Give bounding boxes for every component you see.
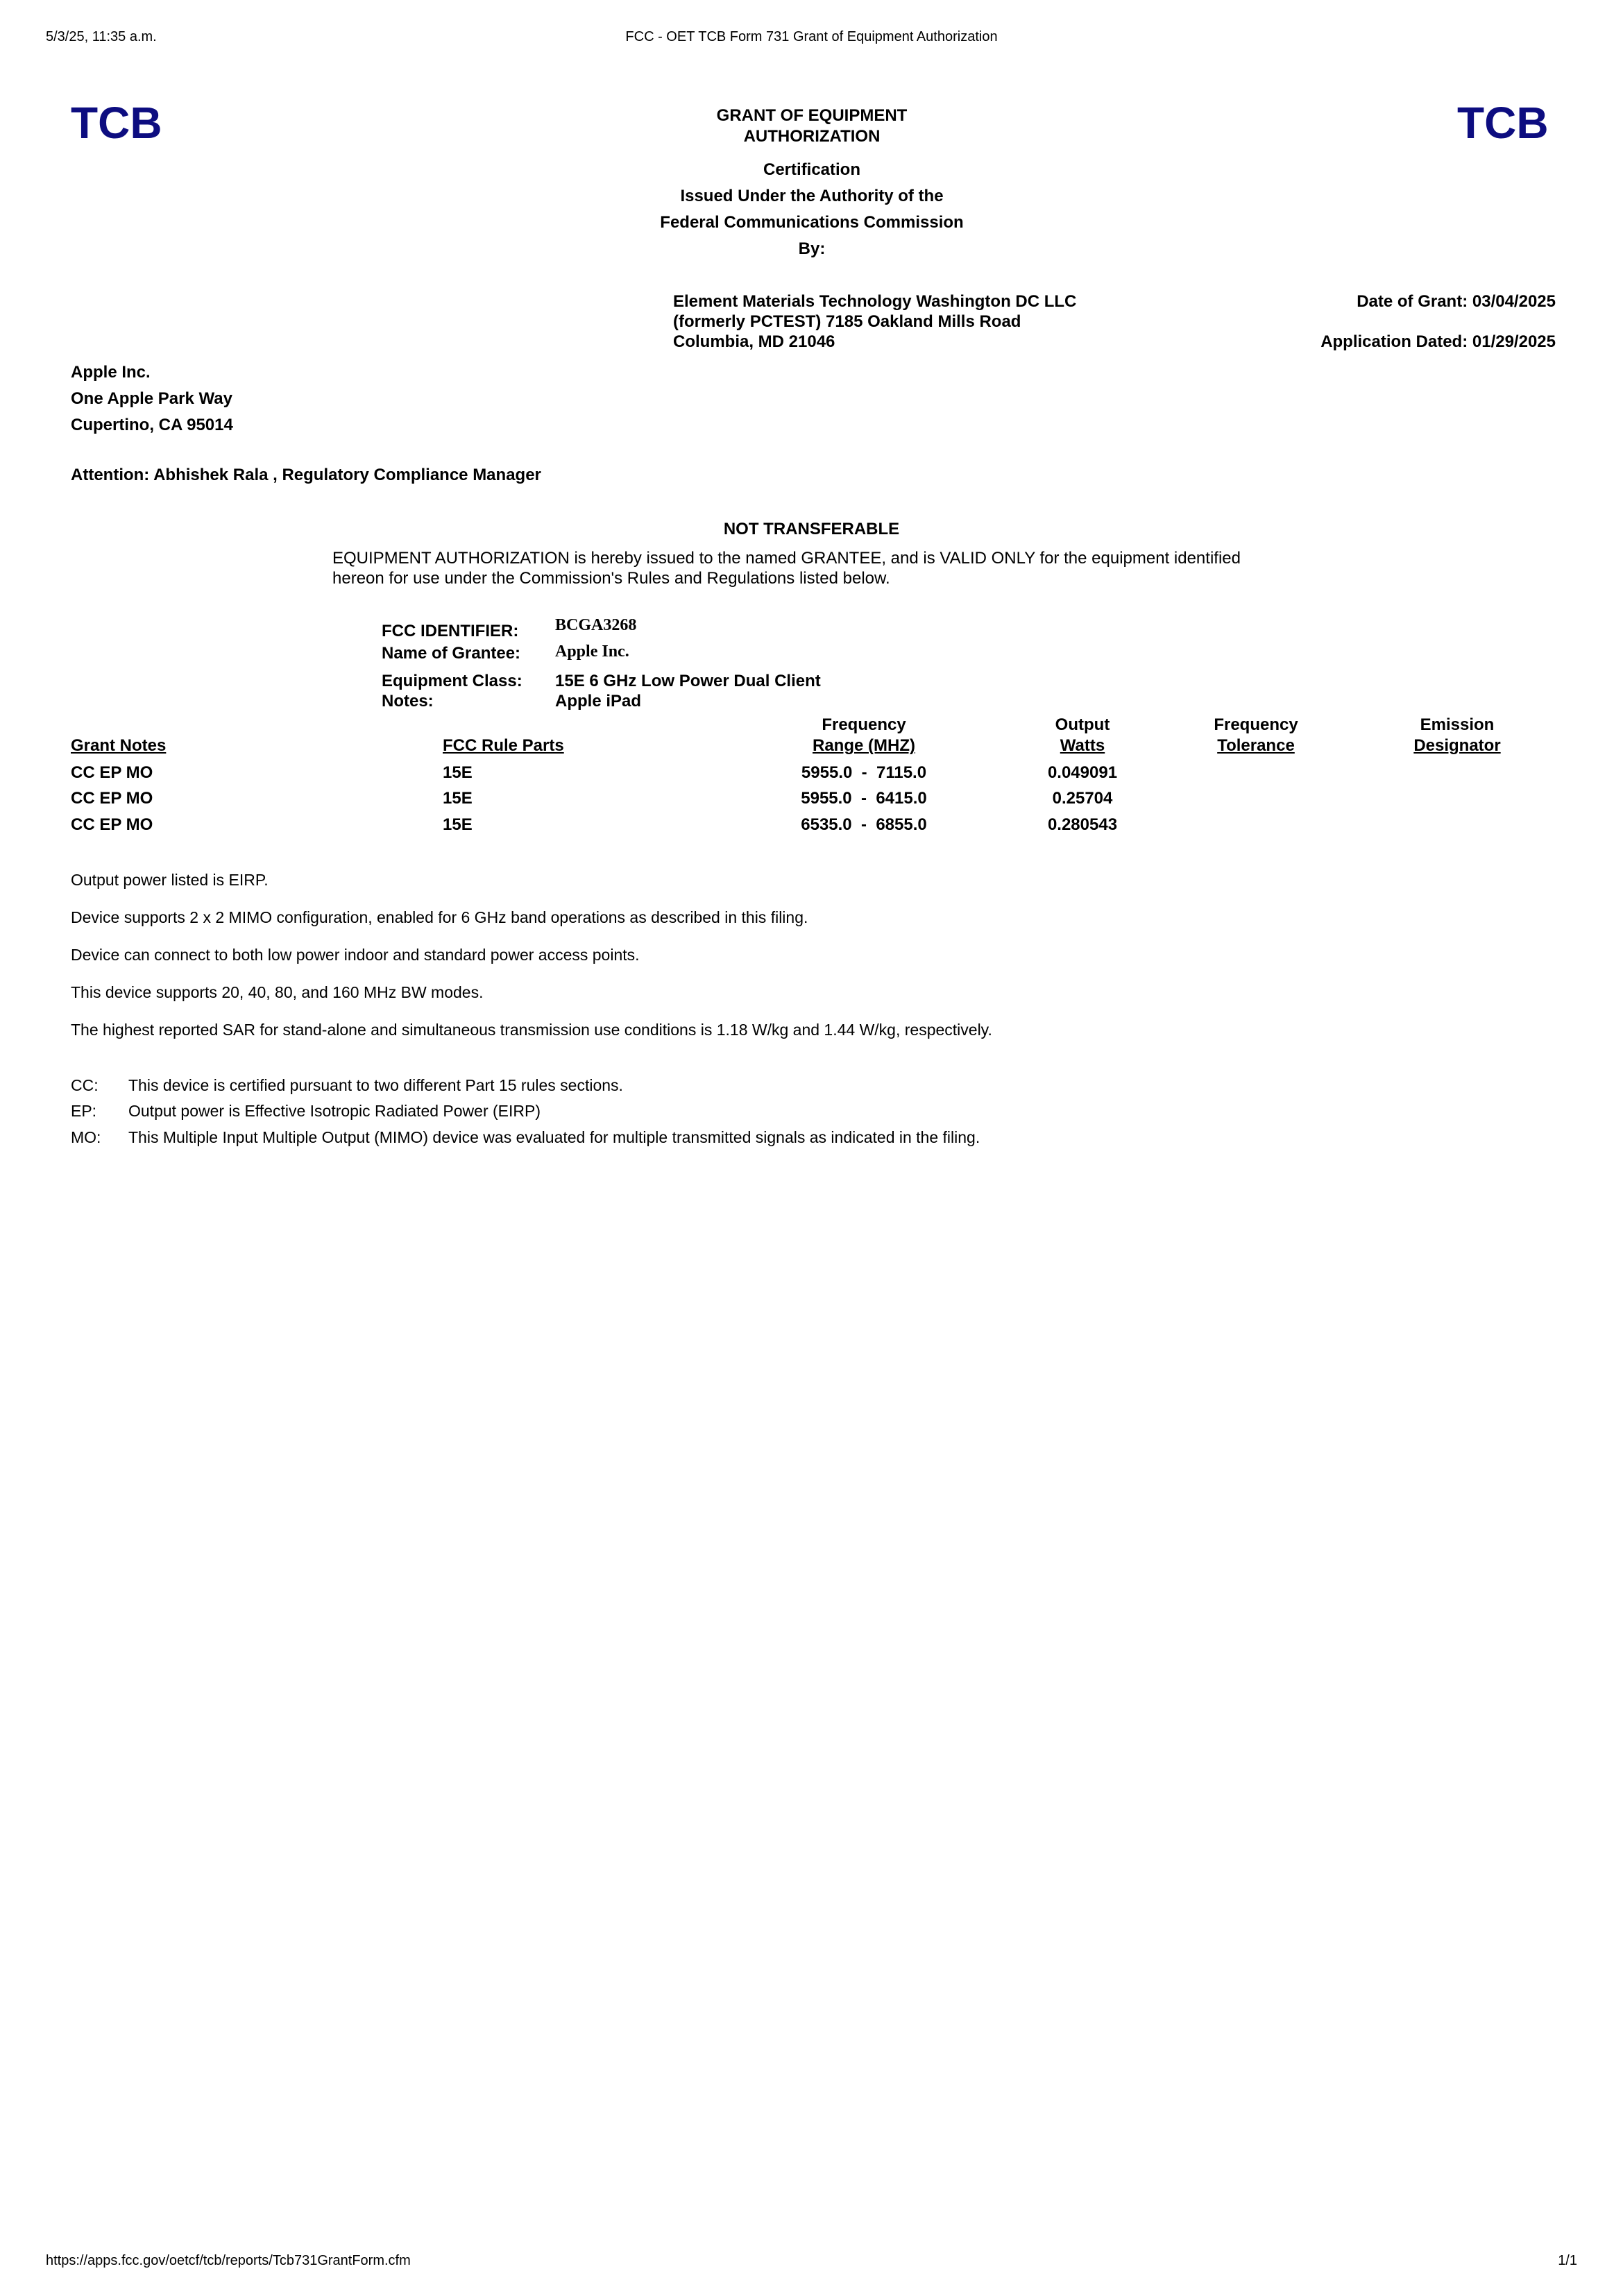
- issuer-line1: Element Materials Technology Washington DC LLC: [673, 292, 1077, 311]
- issuer-address: [673, 291, 1076, 352]
- row-rule-part: 15E: [443, 789, 473, 808]
- code-cc: CC:: [71, 1076, 99, 1094]
- fcc-identifier-label: FCC IDENTIFIER:: [382, 622, 519, 640]
- authorization-line1: EQUIPMENT AUTHORIZATION is hereby issued to the named GRANTEE, and is VALID ONLY for the equipment identified: [332, 549, 1241, 568]
- print-footer-url: https://apps.fcc.gov/oetcf/tcb/reports/Tcb731GrantForm.cfm: [46, 2253, 411, 2268]
- commission-label: Federal Communications Commission: [660, 213, 964, 232]
- by-label: By:: [798, 239, 826, 258]
- note-access-points: Device can connect to both low power indoor and standard power access points.: [71, 946, 640, 964]
- emission-designator-header-bottom: Designator: [1413, 736, 1501, 755]
- grant-notes-header: [71, 735, 166, 756]
- equipment-class-label: Equipment Class:: [382, 672, 522, 690]
- grant-notes-header-label: Grant Notes: [71, 736, 167, 755]
- code-ep: EP:: [71, 1102, 97, 1120]
- print-datetime: 5/3/25, 11:35 a.m.: [46, 29, 157, 44]
- application-dated-value: 01/29/2025: [1472, 332, 1556, 351]
- row-rule-part: 15E: [443, 815, 473, 834]
- not-transferable-heading: NOT TRANSFERABLE: [723, 520, 900, 538]
- authority-block: [604, 157, 1020, 262]
- tcb-logo-left: TCB: [71, 98, 162, 148]
- issuer-line2: (formerly PCTEST) 7185 Oakland Mills Road: [673, 312, 1021, 331]
- application-dated: [1320, 332, 1556, 352]
- note-bw-modes: This device supports 20, 40, 80, and 160 MHz BW modes.: [71, 983, 484, 1001]
- code-mo: MO:: [71, 1128, 101, 1146]
- application-dated-label: Application Dated:: [1320, 332, 1468, 351]
- code-ep-text: Output power is Effective Isotropic Radiated Power (EIRP): [128, 1102, 541, 1120]
- code-cc-text: This device is certified pursuant to two different Part 15 rules sections.: [128, 1076, 623, 1094]
- grantee-name-value: Apple Inc.: [555, 643, 629, 661]
- authorization-line2: hereon for use under the Commission's Rules and Regulations listed below.: [332, 569, 890, 588]
- issuer-line3: Columbia, MD 21046: [673, 332, 835, 351]
- row-frequency-range: 5955.0 - 7115.0: [801, 763, 927, 782]
- frequency-range-header: [767, 715, 961, 756]
- tcb-logo-right: TCB: [1457, 98, 1549, 148]
- frequency-tolerance-header: [1187, 715, 1325, 756]
- frequency-tolerance-header-top: Frequency: [1214, 715, 1298, 734]
- grantee-name-label: Name of Grantee:: [382, 644, 521, 663]
- notes-label: Notes:: [382, 692, 434, 711]
- print-title: FCC - OET TCB Form 731 Grant of Equipment Authorization: [625, 29, 998, 44]
- print-footer-page: 1/1: [1558, 2253, 1577, 2268]
- grantee-line3: Cupertino, CA 95014: [71, 416, 233, 434]
- row-rule-part: 15E: [443, 763, 473, 782]
- code-mo-text: This Multiple Input Multiple Output (MIMO) device was evaluated for multiple transmitted signals as indicated in the filing.: [128, 1128, 980, 1146]
- issued-under-label: Issued Under the Authority of the: [680, 187, 944, 205]
- heading-line2: AUTHORIZATION: [743, 127, 881, 146]
- heading-line1: GRANT OF EQUIPMENT: [716, 106, 908, 125]
- rule-parts-header: [443, 735, 564, 756]
- frequency-tolerance-header-bottom: Tolerance: [1217, 736, 1295, 755]
- emission-designator-header: [1388, 715, 1527, 756]
- date-of-grant-value: 03/04/2025: [1472, 292, 1556, 311]
- attention-line: Attention: Abhishek Rala , Regulatory Compliance Manager: [71, 466, 541, 484]
- frequency-range-header-top: Frequency: [822, 715, 906, 734]
- note-eirp: Output power listed is EIRP.: [71, 871, 269, 889]
- notes-value: Apple iPad: [555, 692, 642, 711]
- output-watts-header: [1013, 715, 1152, 756]
- authorization-statement: [332, 548, 1241, 588]
- note-sar: The highest reported SAR for stand-alone and simultaneous transmission use conditions is 1.18 W/kg and 1.44 W/kg, respectively.: [71, 1021, 992, 1039]
- rule-parts-header-label: FCC Rule Parts: [443, 736, 564, 755]
- date-of-grant: [1357, 291, 1556, 312]
- grant-heading: [604, 105, 1020, 147]
- row-frequency-range: 6535.0 - 6855.0: [801, 815, 927, 834]
- note-mimo: Device supports 2 x 2 MIMO configuration, enabled for 6 GHz band operations as described in this filing.: [71, 908, 808, 926]
- grantee-line1: Apple Inc.: [71, 363, 151, 382]
- grantee-line2: One Apple Park Way: [71, 389, 232, 408]
- row-grant-notes: CC EP MO: [71, 763, 153, 782]
- row-output-watts: 0.280543: [1047, 815, 1118, 834]
- output-watts-header-top: Output: [1055, 715, 1110, 734]
- row-output-watts: 0.049091: [1047, 763, 1118, 782]
- fcc-identifier-value: BCGA3268: [555, 616, 637, 634]
- certification-label: Certification: [763, 160, 860, 179]
- emission-designator-header-top: Emission: [1420, 715, 1495, 734]
- output-watts-header-bottom: Watts: [1060, 736, 1105, 755]
- frequency-range-header-bottom: Range (MHZ): [813, 736, 915, 755]
- row-grant-notes: CC EP MO: [71, 789, 153, 808]
- equipment-class-value: 15E 6 GHz Low Power Dual Client: [555, 672, 821, 690]
- row-output-watts: 0.25704: [1052, 789, 1113, 808]
- row-grant-notes: CC EP MO: [71, 815, 153, 834]
- date-of-grant-label: Date of Grant:: [1357, 292, 1468, 311]
- grantee-address: [71, 359, 233, 439]
- row-frequency-range: 5955.0 - 6415.0: [801, 789, 927, 808]
